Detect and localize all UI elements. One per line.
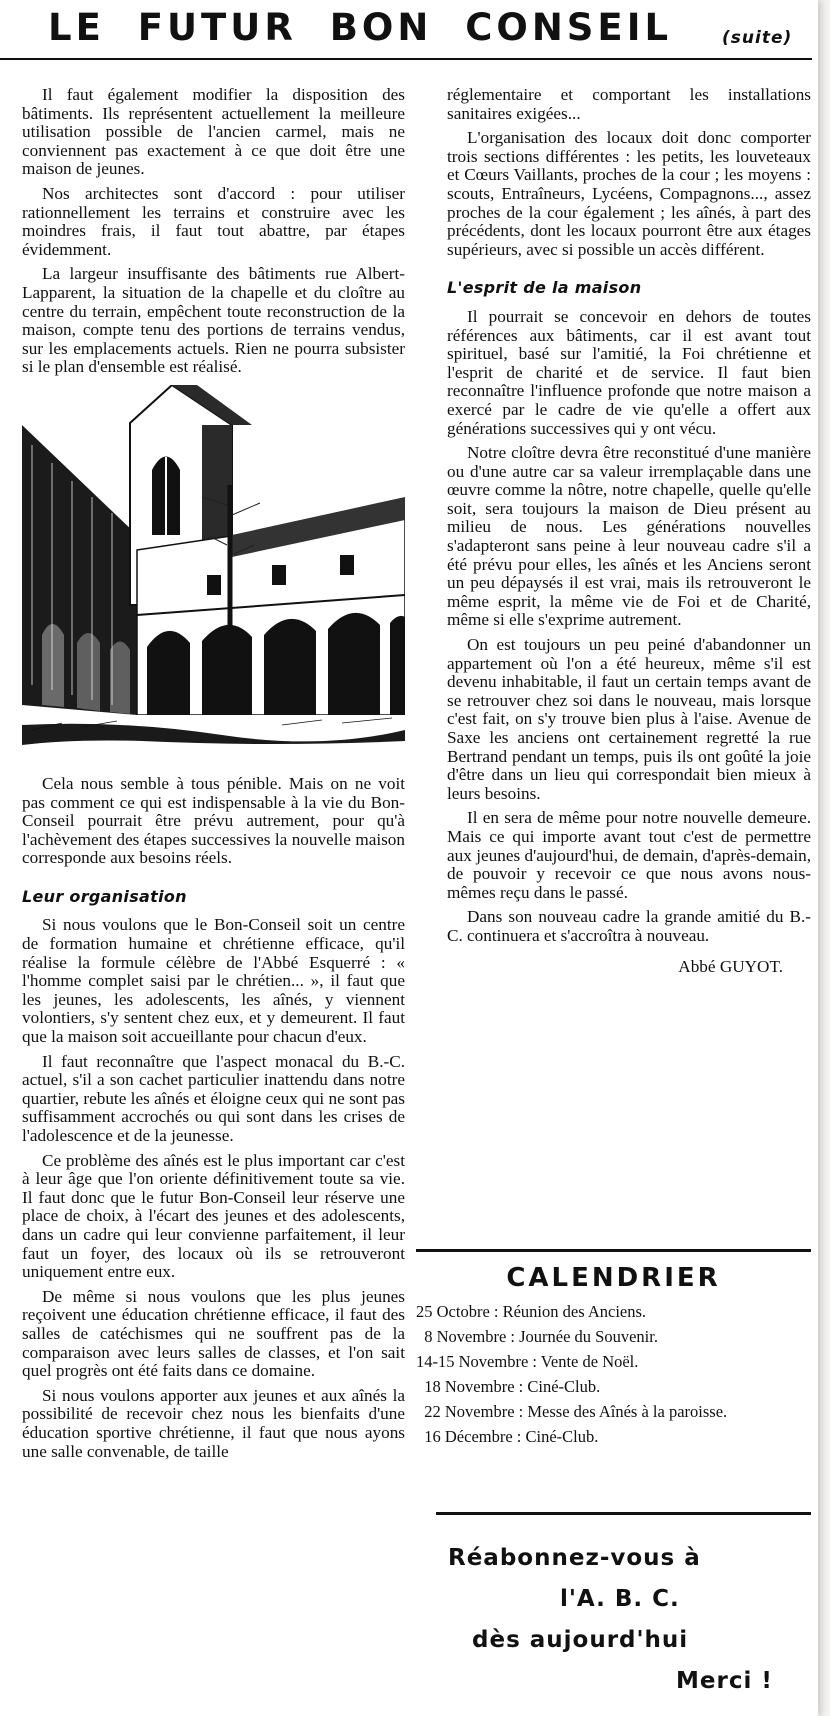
paragraph: Il en sera de même pour notre nouvelle demeure. Mais ce qui importe avant tout c'est de permettre aux jeunes d'aujourd'hui, de demain, d'après-demain, de pouvoir y recevoir ce que nous avons nous-mêmes reçu dans le passé.	[447, 808, 811, 902]
paragraph: Si nous voulons apporter aux jeunes et aux aînés la possibilité de recevoir chez nous les bienfaits d'une éducation sportive chrétienne, il faut que nous ayons une salle convenable, de taille	[22, 1385, 405, 1461]
calendar-entry: 16 Décembre : Ciné-Club.	[416, 1427, 599, 1446]
subscription-promo	[420, 1538, 815, 1702]
calendar-entry: 18 Novembre : Ciné-Club.	[416, 1377, 601, 1396]
calendar-entry: 25 Octobre : Réunion des Anciens.	[416, 1302, 647, 1321]
section-heading: Leur organisation	[22, 886, 187, 906]
calendar-entry: 8 Novembre : Journée du Souvenir.	[416, 1327, 658, 1346]
calendar-entry: 14-15 Novembre : Vente de Noël.	[416, 1352, 639, 1371]
promo-line: l'A. B. C.	[560, 1586, 680, 1612]
paragraph: Il pourrait se concevoir en dehors de toutes références aux bâtiments, car il est avant tout spirituel, basé sur l'amitié, la Foi chrétienne et l'esprit de charité et de service. Il faut bien reconnaître l'influence profonde que notre maison a exercé par le cadre de vie qu'elle a offert aux générations successives qui y ont vécu.	[447, 306, 811, 438]
paragraph: On est toujours un peu peiné d'abandonner un appartement où l'on a été heureux, même s'il est devenu inhabitable, il faut un certain temps avant de se retrouver chez soi dans le nouveau, mais lorsque c'est fait, on s'y trouve bien plus à l'aise. Avenue de Saxe les anciens ont certainement regretté la rue Bertrand pendant un temps, puis ils ont goûté la joie d'être dans un lieu qui correspondait bien mieux à leurs besoins.	[447, 635, 811, 803]
paragraph: Ce problème des aînés est le plus important car c'est à leur âge que l'on oriente définitivement toute sa vie. Il faut donc que le futur Bon-Conseil leur réserve une place de choix, à l'écart des jeunes et des adolescents, dans un cadre qui leur convienne parfaitement, il leur faut un foyer, des locaux où ils se retrouveront uniquement entre eux.	[22, 1150, 405, 1282]
paragraph: La largeur insuffisante des bâtiments rue Albert-Lapparent, la situation de la chapelle et du cloître au centre du terrain, empêchent toute reconstruction de la maison, compte tenu des portions de terrains vendus, sur les emplacements actuels. Rien ne pourra subsister si le plan d'ensemble est réalisé.	[22, 264, 405, 377]
cloister-illustration	[22, 385, 405, 761]
paragraph: Dans son nouveau cadre la grande amitié du B.-C. continuera et s'accroîtra à nouveau.	[447, 907, 811, 945]
page-title: LE FUTUR BON CONSEIL	[48, 6, 673, 49]
author-signature: Abbé GUYOT.	[678, 956, 783, 976]
calendar-entry: 22 Novembre : Messe des Aînés à la paroisse.	[416, 1402, 728, 1421]
paragraph: L'organisation des locaux doit donc comporter trois sections différentes : les petits, les louveteaux et Cœurs Vaillants, proches de la cour ; les moyens : scouts, Entraîneurs, Lycéens, Compagnons..., assez proches de la cour également ; les aînés, à part des précédents, dont les locaux pourront être aux étages supérieurs, avec si possible un accès différent.	[447, 128, 811, 259]
paragraph: Il faut également modifier la disposition des bâtiments. Ils représentent actuellement la meilleure utilisation possible de l'ancien carmel, mais ne conviennent pas exactement à ce que doit être une maison de jeunes.	[22, 85, 405, 179]
promo-line: Réabonnez-vous à	[448, 1545, 701, 1571]
paragraph: Notre cloître devra être reconstitué d'une manière ou d'une autre car sa valeur irremplaçable dans une œuvre comme la nôtre, notre chapelle, quelle qu'elle soit, sera toujours la maison de Dieu présent au milieu de nous. Les générations nouvelles s'adapteront sans peine à leur nouveau cadre s'il a été prévu pour elles, les aînés et les Anciens seront un peu dépaysés il est vrai, mais ils retrouveront le même esprit, la même vie de Foi et de Charité, même si elle s'exprime autrement.	[447, 443, 811, 630]
divider	[436, 1512, 811, 1515]
paragraph: Cela nous semble à tous pénible. Mais on ne voit pas comment ce qui est indispensable à la vie du Bon-Conseil pourrait être prévu autrement, pour qu'à l'achèvement des étapes successives la nouvelle maison corresponde aux besoins réels.	[22, 773, 405, 868]
calendar-title: CALENDRIER	[506, 1263, 721, 1293]
promo-line: Merci !	[676, 1668, 773, 1694]
calendar-box	[416, 1249, 811, 1453]
paragraph: Il faut reconnaître que l'aspect monacal du B.-C. actuel, s'il a son cachet particulier inattendu dans notre quartier, rebute les aînés et éloigne ceux qui ne sont pas suffisamment accrochés ou qui sont dans les crises de l'adolescence et de la jeunesse.	[22, 1051, 405, 1145]
section-heading: L'esprit de la maison	[447, 278, 642, 298]
paragraph: réglementaire et comportant les installations sanitaires exigées...	[447, 85, 811, 123]
promo-line: dès aujourd'hui	[472, 1627, 689, 1653]
masthead	[0, 0, 812, 60]
title-suffix: (suite)	[722, 28, 793, 48]
paragraph: Nos architectes sont d'accord : pour utiliser rationnellement les terrains et construire avec les moindres frais, il faut tout abattre, par étapes évidemment.	[22, 183, 405, 259]
right-column	[447, 86, 811, 976]
left-column	[22, 86, 405, 1467]
paragraph: De même si nous voulons que les plus jeunes reçoivent une éducation chrétienne efficace, il faut des salles de catéchismes qui ne souffrent pas de la comparaison avec leurs salles de classes, et l'on sait quel progrès ont été faits dans ce domaine.	[22, 1286, 405, 1381]
paragraph: Si nous voulons que le Bon-Conseil soit un centre de formation humaine et chrétienne efficace, qu'il réalise la formule célèbre de l'Abbé Esquerré : « l'homme complet saisi par le chrétien... », il faut que les jeunes, les adolescents, les aînés, y viennent volontiers, s'y sentent chez eux, et y demeurent. Il faut que la maison soit accueillante pour chacun d'eux.	[22, 915, 405, 1047]
